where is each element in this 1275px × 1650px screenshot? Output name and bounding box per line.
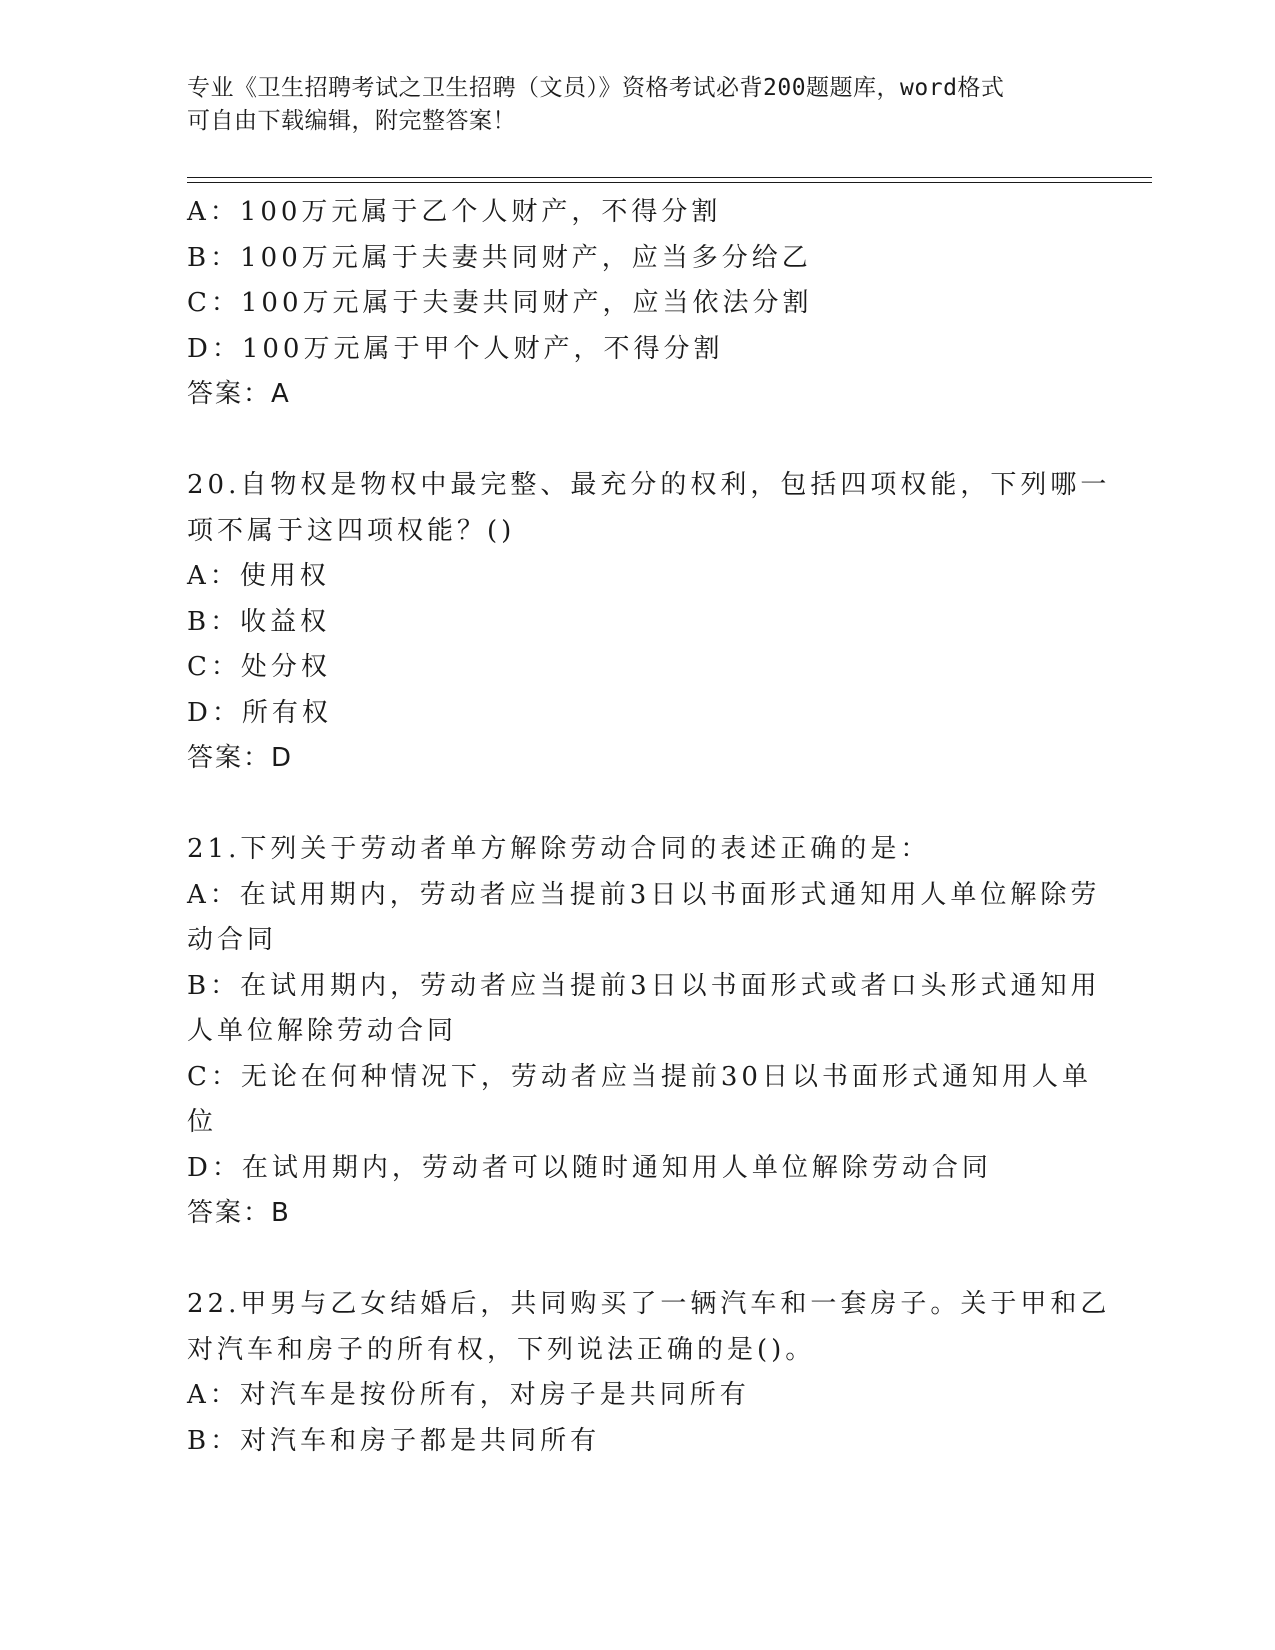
- option-a: A：在试用期内，劳动者应当提前3日以书面形式通知用人单位解除劳: [187, 879, 1101, 910]
- option-b: B：100万元属于夫妻共同财产，应当多分给乙: [187, 242, 812, 273]
- spacer: [187, 1237, 1087, 1283]
- option-b: B：对汽车和房子都是共同所有: [187, 1425, 601, 1456]
- option-a: A：100万元属于乙个人财产，不得分割: [187, 197, 722, 227]
- header-divider-top: [187, 177, 1152, 178]
- question-21: [187, 827, 1101, 1237]
- document-header: [187, 72, 1067, 138]
- option-d: D：所有权: [187, 697, 332, 728]
- question-stem: 20.自物权是物权中最完整、最充分的权利，包括四项权能，下列哪一: [187, 470, 1111, 500]
- question-stem: 22.甲男与乙女结婚后，共同购买了一辆汽车和一套房子。关于甲和乙: [187, 1289, 1111, 1319]
- question-22: [187, 1282, 1111, 1464]
- question-20: [187, 463, 1111, 782]
- header-title-line-1: 专业《卫生招聘考试之卫生招聘（文员）》资格考试必背200题题库，word格式: [187, 75, 1005, 101]
- answer: 答案：D: [187, 743, 294, 773]
- option-c-continued: 位: [187, 1107, 218, 1137]
- option-b-continued: 人单位解除劳动合同: [187, 1016, 458, 1046]
- question-stem: 对汽车和房子的所有权，下列说法正确的是()。: [187, 1334, 816, 1365]
- header-title-line-2: 可自由下载编辑，附完整答案！: [187, 108, 516, 134]
- question-stem: 项不属于这四项权能？(): [187, 515, 516, 546]
- answer: 答案：B: [187, 1198, 291, 1228]
- option-b: B：在试用期内，劳动者应当提前3日以书面形式或者口头形式通知用: [187, 970, 1101, 1001]
- spacer: [187, 418, 1087, 464]
- option-d: D：在试用期内，劳动者可以随时通知用人单位解除劳动合同: [187, 1152, 992, 1183]
- question-list: [187, 190, 1111, 1464]
- option-c: C：处分权: [187, 652, 331, 682]
- option-d: D：100万元属于甲个人财产，不得分割: [187, 333, 724, 364]
- option-a: A：使用权: [187, 561, 330, 591]
- option-a: A：对汽车是按份所有，对房子是共同所有: [187, 1380, 750, 1410]
- option-c: C：100万元属于夫妻共同财产，应当依法分割: [187, 288, 813, 318]
- spacer: [187, 782, 1087, 828]
- option-c: C：无论在何种情况下，劳动者应当提前30日以书面形式通知用人单: [187, 1061, 1092, 1092]
- question-stem: 21.下列关于劳动者单方解除劳动合同的表述正确的是：: [187, 834, 931, 864]
- option-b: B：收益权: [187, 606, 331, 637]
- option-a-continued: 动合同: [187, 925, 278, 955]
- question-19: [187, 190, 1087, 418]
- answer: 答案：A: [187, 379, 291, 409]
- header-divider-bottom: [187, 182, 1152, 183]
